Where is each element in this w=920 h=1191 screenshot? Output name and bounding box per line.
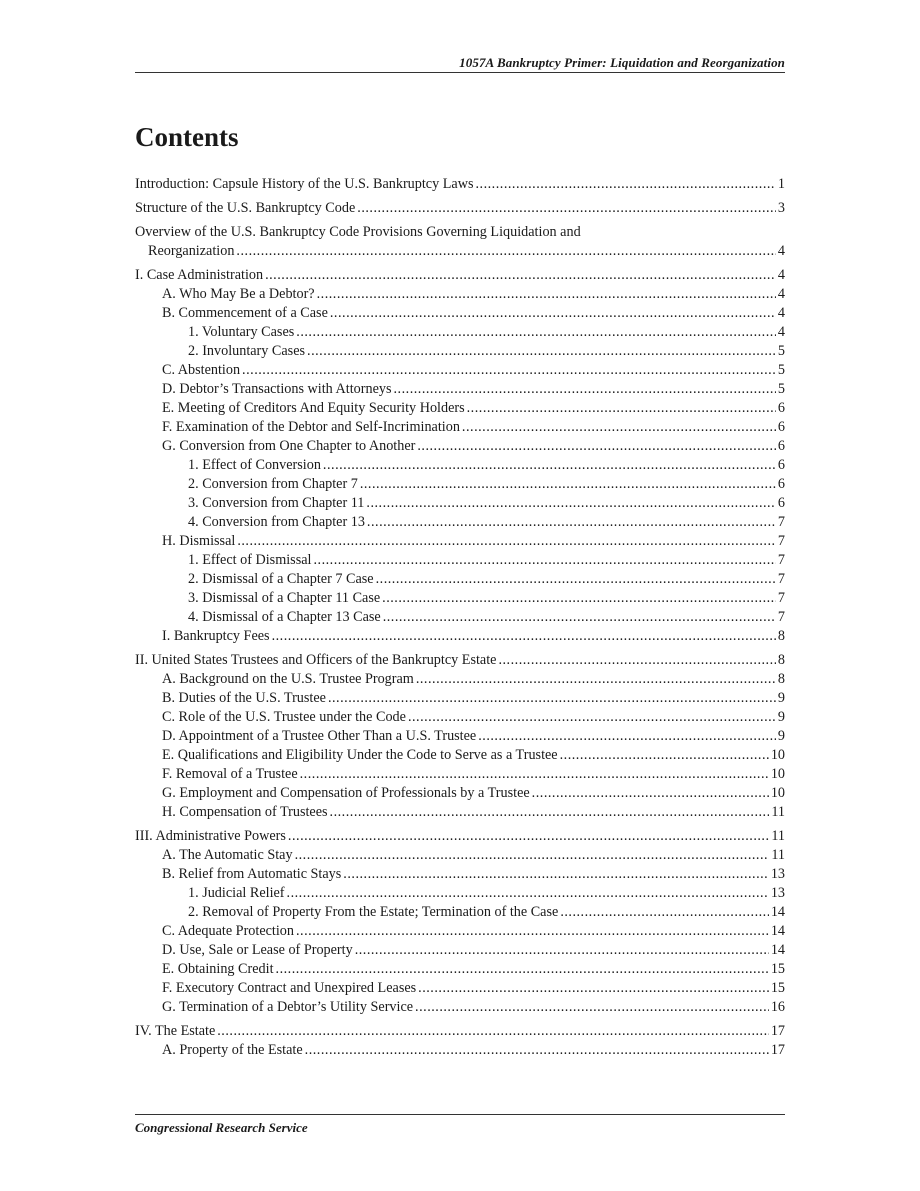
toc-entry-label: II. United States Trustees and Officers of the Bankruptcy Estate bbox=[135, 652, 497, 668]
dot-leader bbox=[296, 323, 776, 342]
toc-entry-label: 4. Dismissal of a Chapter 13 Case bbox=[188, 609, 381, 625]
toc-entry[interactable] bbox=[135, 418, 785, 437]
toc-entry-label: Overview of the U.S. Bankruptcy Code Provisions Governing Liquidation and bbox=[135, 224, 581, 240]
toc-entry-page: 11 bbox=[771, 847, 785, 863]
dot-leader bbox=[296, 922, 769, 941]
toc-entry-label: 1. Voluntary Cases bbox=[188, 324, 295, 340]
dot-leader bbox=[367, 513, 776, 532]
toc-entry[interactable] bbox=[135, 941, 785, 960]
toc-entry-label: Structure of the U.S. Bankruptcy Code bbox=[135, 200, 356, 216]
dot-leader bbox=[416, 670, 776, 689]
table-of-contents bbox=[135, 175, 785, 1060]
toc-entry-page: 6 bbox=[777, 495, 785, 511]
toc-entry-page: 15 bbox=[770, 961, 785, 977]
toc-entry-page: 7 bbox=[777, 609, 785, 625]
toc-entry[interactable] bbox=[135, 589, 785, 608]
dot-leader bbox=[237, 532, 776, 551]
dot-leader bbox=[462, 418, 776, 437]
dot-leader bbox=[330, 803, 770, 822]
dot-leader bbox=[287, 884, 769, 903]
dot-leader bbox=[560, 746, 769, 765]
toc-entry[interactable] bbox=[135, 266, 785, 285]
toc-entry[interactable] bbox=[135, 960, 785, 979]
dot-leader bbox=[330, 304, 776, 323]
toc-entry-label: B. Commencement of a Case bbox=[162, 305, 328, 321]
toc-entry-label: F. Executory Contract and Unexpired Leases bbox=[162, 980, 417, 996]
dot-leader bbox=[560, 903, 769, 922]
toc-entry-page: 9 bbox=[777, 709, 785, 725]
toc-entry[interactable] bbox=[135, 1041, 785, 1060]
toc-entry-page: 8 bbox=[777, 671, 785, 687]
dot-leader bbox=[317, 285, 776, 304]
toc-entry-label: C. Role of the U.S. Trustee under the Code bbox=[162, 709, 406, 725]
toc-entry[interactable] bbox=[135, 199, 785, 218]
toc-entry-page: 6 bbox=[777, 476, 785, 492]
toc-entry-continuation bbox=[135, 242, 785, 261]
toc-entry[interactable] bbox=[135, 784, 785, 803]
toc-entry-label: I. Case Administration bbox=[135, 267, 264, 283]
toc-entry[interactable] bbox=[135, 570, 785, 589]
toc-entry-page: 13 bbox=[770, 885, 785, 901]
dot-leader bbox=[360, 475, 776, 494]
toc-entry-page: 6 bbox=[777, 400, 785, 416]
toc-entry-page: 17 bbox=[770, 1023, 785, 1039]
toc-entry-page: 17 bbox=[770, 1042, 785, 1058]
dot-leader bbox=[217, 1022, 769, 1041]
toc-entry[interactable] bbox=[135, 608, 785, 627]
toc-entry-page: 16 bbox=[770, 999, 785, 1015]
toc-entry[interactable] bbox=[135, 708, 785, 727]
toc-entry-label: B. Relief from Automatic Stays bbox=[162, 866, 342, 882]
toc-entry[interactable] bbox=[135, 979, 785, 998]
toc-entry-label: 2. Removal of Property From the Estate; Termination of the Case bbox=[188, 904, 559, 920]
toc-entry[interactable] bbox=[135, 399, 785, 418]
toc-entry-page: 6 bbox=[777, 457, 785, 473]
dot-leader bbox=[236, 242, 775, 261]
toc-entry-page: 11 bbox=[771, 804, 785, 820]
toc-entry-label: E. Qualifications and Eligibility Under the Code to Serve as a Trustee bbox=[162, 747, 558, 763]
toc-entry-page: 1 bbox=[777, 176, 785, 192]
toc-entry-page: 4 bbox=[777, 243, 785, 259]
toc-entry[interactable] bbox=[135, 727, 785, 746]
toc-entry-label: F. Examination of the Debtor and Self-Incrimination bbox=[162, 419, 460, 435]
toc-entry[interactable] bbox=[135, 513, 785, 532]
header-divider bbox=[135, 72, 785, 73]
toc-entry-page: 4 bbox=[777, 286, 785, 302]
toc-entry-label: G. Employment and Compensation of Professionals by a Trustee bbox=[162, 785, 530, 801]
toc-entry-page: 13 bbox=[770, 866, 785, 882]
footer-divider bbox=[135, 1114, 785, 1115]
toc-entry-page: 14 bbox=[770, 942, 785, 958]
toc-entry-label: 1. Effect of Dismissal bbox=[188, 552, 312, 568]
toc-entry-page: 7 bbox=[777, 514, 785, 530]
toc-entry[interactable] bbox=[135, 803, 785, 822]
toc-entry-page: 7 bbox=[777, 571, 785, 587]
dot-leader bbox=[300, 765, 769, 784]
toc-entry-label: H. Dismissal bbox=[162, 533, 236, 549]
toc-entry-label: Introduction: Capsule History of the U.S. Bankruptcy Laws bbox=[135, 176, 474, 192]
toc-entry[interactable] bbox=[135, 884, 785, 903]
toc-entry-page: 4 bbox=[777, 305, 785, 321]
dot-leader bbox=[265, 266, 776, 285]
toc-entry[interactable] bbox=[135, 323, 785, 342]
toc-entry-label: I. Bankruptcy Fees bbox=[162, 628, 270, 644]
toc-entry-label: C. Abstention bbox=[162, 362, 241, 378]
toc-entry[interactable] bbox=[135, 765, 785, 784]
dot-leader bbox=[295, 846, 770, 865]
toc-entry-label: 3. Conversion from Chapter 11 bbox=[188, 495, 365, 511]
toc-entry-page: 10 bbox=[770, 766, 785, 782]
toc-entry-label: Reorganization bbox=[148, 243, 235, 259]
toc-entry-label: 2. Dismissal of a Chapter 7 Case bbox=[188, 571, 374, 587]
toc-entry-label: E. Meeting of Creditors And Equity Security Holders bbox=[162, 400, 465, 416]
toc-entry-page: 3 bbox=[777, 200, 785, 216]
toc-entry-page: 14 bbox=[770, 923, 785, 939]
toc-entry-label: III. Administrative Powers bbox=[135, 828, 286, 844]
toc-entry-label: 2. Conversion from Chapter 7 bbox=[188, 476, 358, 492]
toc-entry-label: A. Property of the Estate bbox=[162, 1042, 303, 1058]
running-footer: Congressional Research Service bbox=[135, 1120, 308, 1135]
dot-leader bbox=[357, 199, 776, 218]
dot-leader bbox=[478, 727, 776, 746]
toc-entry-label: 1. Judicial Relief bbox=[188, 885, 285, 901]
toc-entry-page: 15 bbox=[770, 980, 785, 996]
toc-entry-label: E. Obtaining Credit bbox=[162, 961, 274, 977]
toc-entry[interactable] bbox=[135, 304, 785, 323]
toc-entry-page: 4 bbox=[777, 267, 785, 283]
dot-leader bbox=[328, 689, 776, 708]
dot-leader bbox=[343, 865, 769, 884]
dot-leader bbox=[366, 494, 776, 513]
toc-entry[interactable] bbox=[135, 175, 785, 194]
dot-leader bbox=[307, 342, 776, 361]
toc-entry-label: C. Adequate Protection bbox=[162, 923, 294, 939]
dot-leader bbox=[415, 998, 769, 1017]
dot-leader bbox=[418, 979, 769, 998]
toc-entry[interactable] bbox=[135, 689, 785, 708]
dot-leader bbox=[376, 570, 776, 589]
toc-entry[interactable] bbox=[135, 998, 785, 1017]
dot-leader bbox=[288, 827, 769, 846]
toc-entry[interactable] bbox=[135, 846, 785, 865]
toc-entry[interactable] bbox=[135, 670, 785, 689]
toc-entry[interactable] bbox=[135, 342, 785, 361]
toc-entry-page: 7 bbox=[777, 590, 785, 606]
dot-leader bbox=[313, 551, 775, 570]
toc-entry[interactable] bbox=[135, 627, 785, 646]
toc-entry[interactable] bbox=[135, 551, 785, 570]
toc-entry-page: 6 bbox=[777, 438, 785, 454]
toc-entry-page: 5 bbox=[777, 381, 785, 397]
toc-entry-label: A. Background on the U.S. Trustee Program bbox=[162, 671, 414, 687]
toc-entry-label: 4. Conversion from Chapter 13 bbox=[188, 514, 365, 530]
toc-entry[interactable] bbox=[135, 494, 785, 513]
dot-leader bbox=[323, 456, 776, 475]
dot-leader bbox=[305, 1041, 769, 1060]
dot-leader bbox=[475, 175, 775, 194]
toc-entry-page: 10 bbox=[770, 747, 785, 763]
toc-entry[interactable] bbox=[135, 532, 785, 551]
toc-entry-page: 4 bbox=[777, 324, 785, 340]
dot-leader bbox=[498, 651, 775, 670]
toc-entry[interactable] bbox=[135, 922, 785, 941]
toc-entry-page: 7 bbox=[777, 533, 785, 549]
toc-entry[interactable] bbox=[135, 223, 785, 261]
toc-entry-label: A. The Automatic Stay bbox=[162, 847, 293, 863]
dot-leader bbox=[394, 380, 776, 399]
toc-entry-label: D. Use, Sale or Lease of Property bbox=[162, 942, 353, 958]
dot-leader bbox=[276, 960, 769, 979]
toc-entry-page: 11 bbox=[771, 828, 785, 844]
dot-leader bbox=[408, 708, 776, 727]
toc-entry-label: A. Who May Be a Debtor? bbox=[162, 286, 315, 302]
toc-entry[interactable] bbox=[135, 903, 785, 922]
toc-entry-label: H. Compensation of Trustees bbox=[162, 804, 328, 820]
toc-entry-label: 3. Dismissal of a Chapter 11 Case bbox=[188, 590, 381, 606]
toc-entry[interactable] bbox=[135, 827, 785, 846]
toc-entry[interactable] bbox=[135, 285, 785, 304]
toc-entry-page: 6 bbox=[777, 419, 785, 435]
dot-leader bbox=[355, 941, 769, 960]
dot-leader bbox=[532, 784, 769, 803]
toc-entry[interactable] bbox=[135, 865, 785, 884]
toc-entry[interactable] bbox=[135, 651, 785, 670]
toc-entry-label: B. Duties of the U.S. Trustee bbox=[162, 690, 326, 706]
running-header: 1057A Bankruptcy Primer: Liquidation and Reorganization bbox=[459, 55, 785, 70]
toc-entry-page: 8 bbox=[777, 652, 785, 668]
toc-entry[interactable] bbox=[135, 456, 785, 475]
dot-leader bbox=[417, 437, 776, 456]
toc-entry[interactable] bbox=[135, 361, 785, 380]
toc-entry-page: 7 bbox=[777, 552, 785, 568]
dot-leader bbox=[382, 589, 776, 608]
dot-leader bbox=[272, 627, 776, 646]
dot-leader bbox=[383, 608, 776, 627]
toc-entry-label: 1. Effect of Conversion bbox=[188, 457, 321, 473]
dot-leader bbox=[467, 399, 776, 418]
toc-entry[interactable] bbox=[135, 1022, 785, 1041]
toc-entry-page: 5 bbox=[777, 362, 785, 378]
toc-entry-page: 14 bbox=[770, 904, 785, 920]
toc-entry[interactable] bbox=[135, 475, 785, 494]
toc-entry[interactable] bbox=[135, 380, 785, 399]
toc-entry-label: 2. Involuntary Cases bbox=[188, 343, 306, 359]
toc-entry[interactable] bbox=[135, 437, 785, 456]
toc-entry-page: 5 bbox=[777, 343, 785, 359]
toc-entry-label: D. Appointment of a Trustee Other Than a U.S. Trustee bbox=[162, 728, 477, 744]
toc-entry-label: IV. The Estate bbox=[135, 1023, 216, 1039]
toc-entry[interactable] bbox=[135, 746, 785, 765]
toc-entry-page: 10 bbox=[770, 785, 785, 801]
toc-entry-page: 8 bbox=[777, 628, 785, 644]
toc-entry-label: G. Termination of a Debtor’s Utility Service bbox=[162, 999, 414, 1015]
toc-entry-label: G. Conversion from One Chapter to Another bbox=[162, 438, 416, 454]
page-title: Contents bbox=[135, 122, 239, 152]
toc-entry-label: D. Debtor’s Transactions with Attorneys bbox=[162, 381, 392, 397]
dot-leader bbox=[242, 361, 776, 380]
toc-entry-page: 9 bbox=[777, 728, 785, 744]
toc-entry-label: F. Removal of a Trustee bbox=[162, 766, 298, 782]
toc-entry-page: 9 bbox=[777, 690, 785, 706]
